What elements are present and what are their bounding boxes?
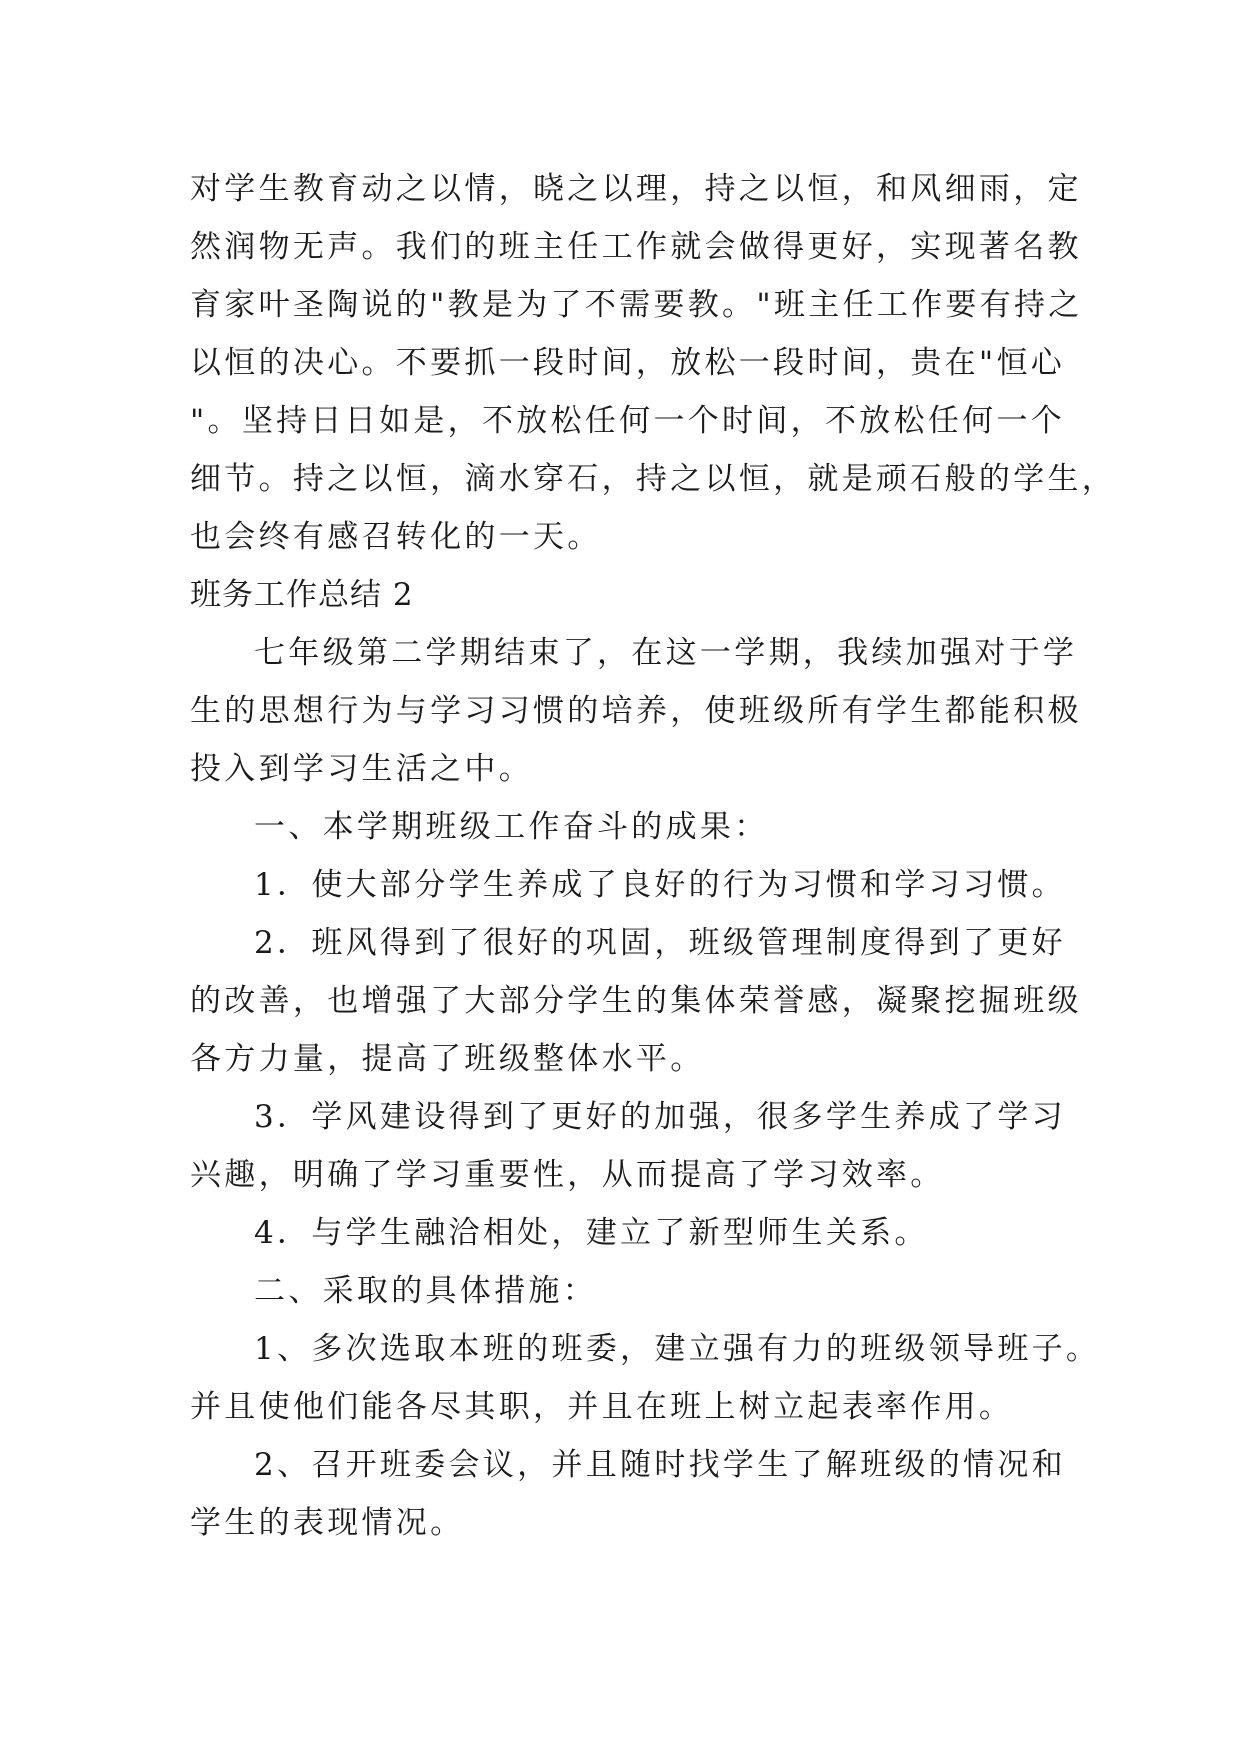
list-item: 2、召开班委会议，并且随时找学生了解班级的情况和 — [254, 1447, 1066, 1483]
paragraph-line: 并且使他们能各尽其职，并且在班上树立起表率作用。 — [190, 1389, 1014, 1425]
list-item: 1．使大部分学生养成了良好的行为习惯和学习习惯。 — [254, 867, 1066, 903]
paragraph-line: 的改善，也增强了大部分学生的集体荣誉感，凝聚挖掘班级 — [190, 983, 1082, 1019]
paragraph-line: "。坚持日日如是，不放松任何一个时间，不放松任何一个 — [190, 403, 1066, 439]
list-item: 2．班风得到了很好的巩固，班级管理制度得到了更好 — [254, 925, 1066, 961]
paragraph-line: 育家叶圣陶说的"教是为了不需要教。"班主任工作要有持之 — [190, 287, 1083, 323]
document-body — [190, 160, 1117, 1552]
paragraph-line: 对学生教育动之以情，晓之以理，持之以恒，和风细雨，定 — [190, 171, 1082, 207]
paragraph-line: 生的思想行为与学习习惯的培养，使班级所有学生都能积极 — [190, 693, 1082, 729]
paragraph-line: 然润物无声。我们的班主任工作就会做得更好，实现著名教 — [190, 229, 1082, 265]
part-title: 一、本学期班级工作奋斗的成果： — [254, 809, 769, 845]
section-heading: 班务工作总结 2 — [190, 577, 414, 613]
list-item: 1、多次选取本班的班委，建立强有力的班级领导班子。 — [254, 1331, 1101, 1367]
paragraph-line: 各方力量，提高了班级整体水平。 — [190, 1041, 705, 1077]
paragraph-line: 也会终有感召转化的一天。 — [190, 519, 602, 555]
part-title: 二、采取的具体措施： — [254, 1273, 597, 1309]
paragraph-line: 兴趣，明确了学习重要性，从而提高了学习效率。 — [190, 1157, 945, 1193]
list-item: 3．学风建设得到了更好的加强，很多学生养成了学习 — [254, 1099, 1066, 1135]
paragraph-line: 细节。持之以恒，滴水穿石，持之以恒，就是顽石般的学生， — [190, 461, 1117, 497]
paragraph-line: 学生的表现情况。 — [190, 1505, 465, 1541]
paragraph-line: 投入到学习生活之中。 — [190, 751, 533, 787]
paragraph-line: 七年级第二学期结束了，在这一学期，我续加强对于学 — [254, 635, 1078, 671]
list-item: 4．与学生融洽相处，建立了新型师生关系。 — [254, 1215, 929, 1251]
paragraph-line: 以恒的决心。不要抓一段时间，放松一段时间，贵在"恒心 — [190, 345, 1066, 381]
